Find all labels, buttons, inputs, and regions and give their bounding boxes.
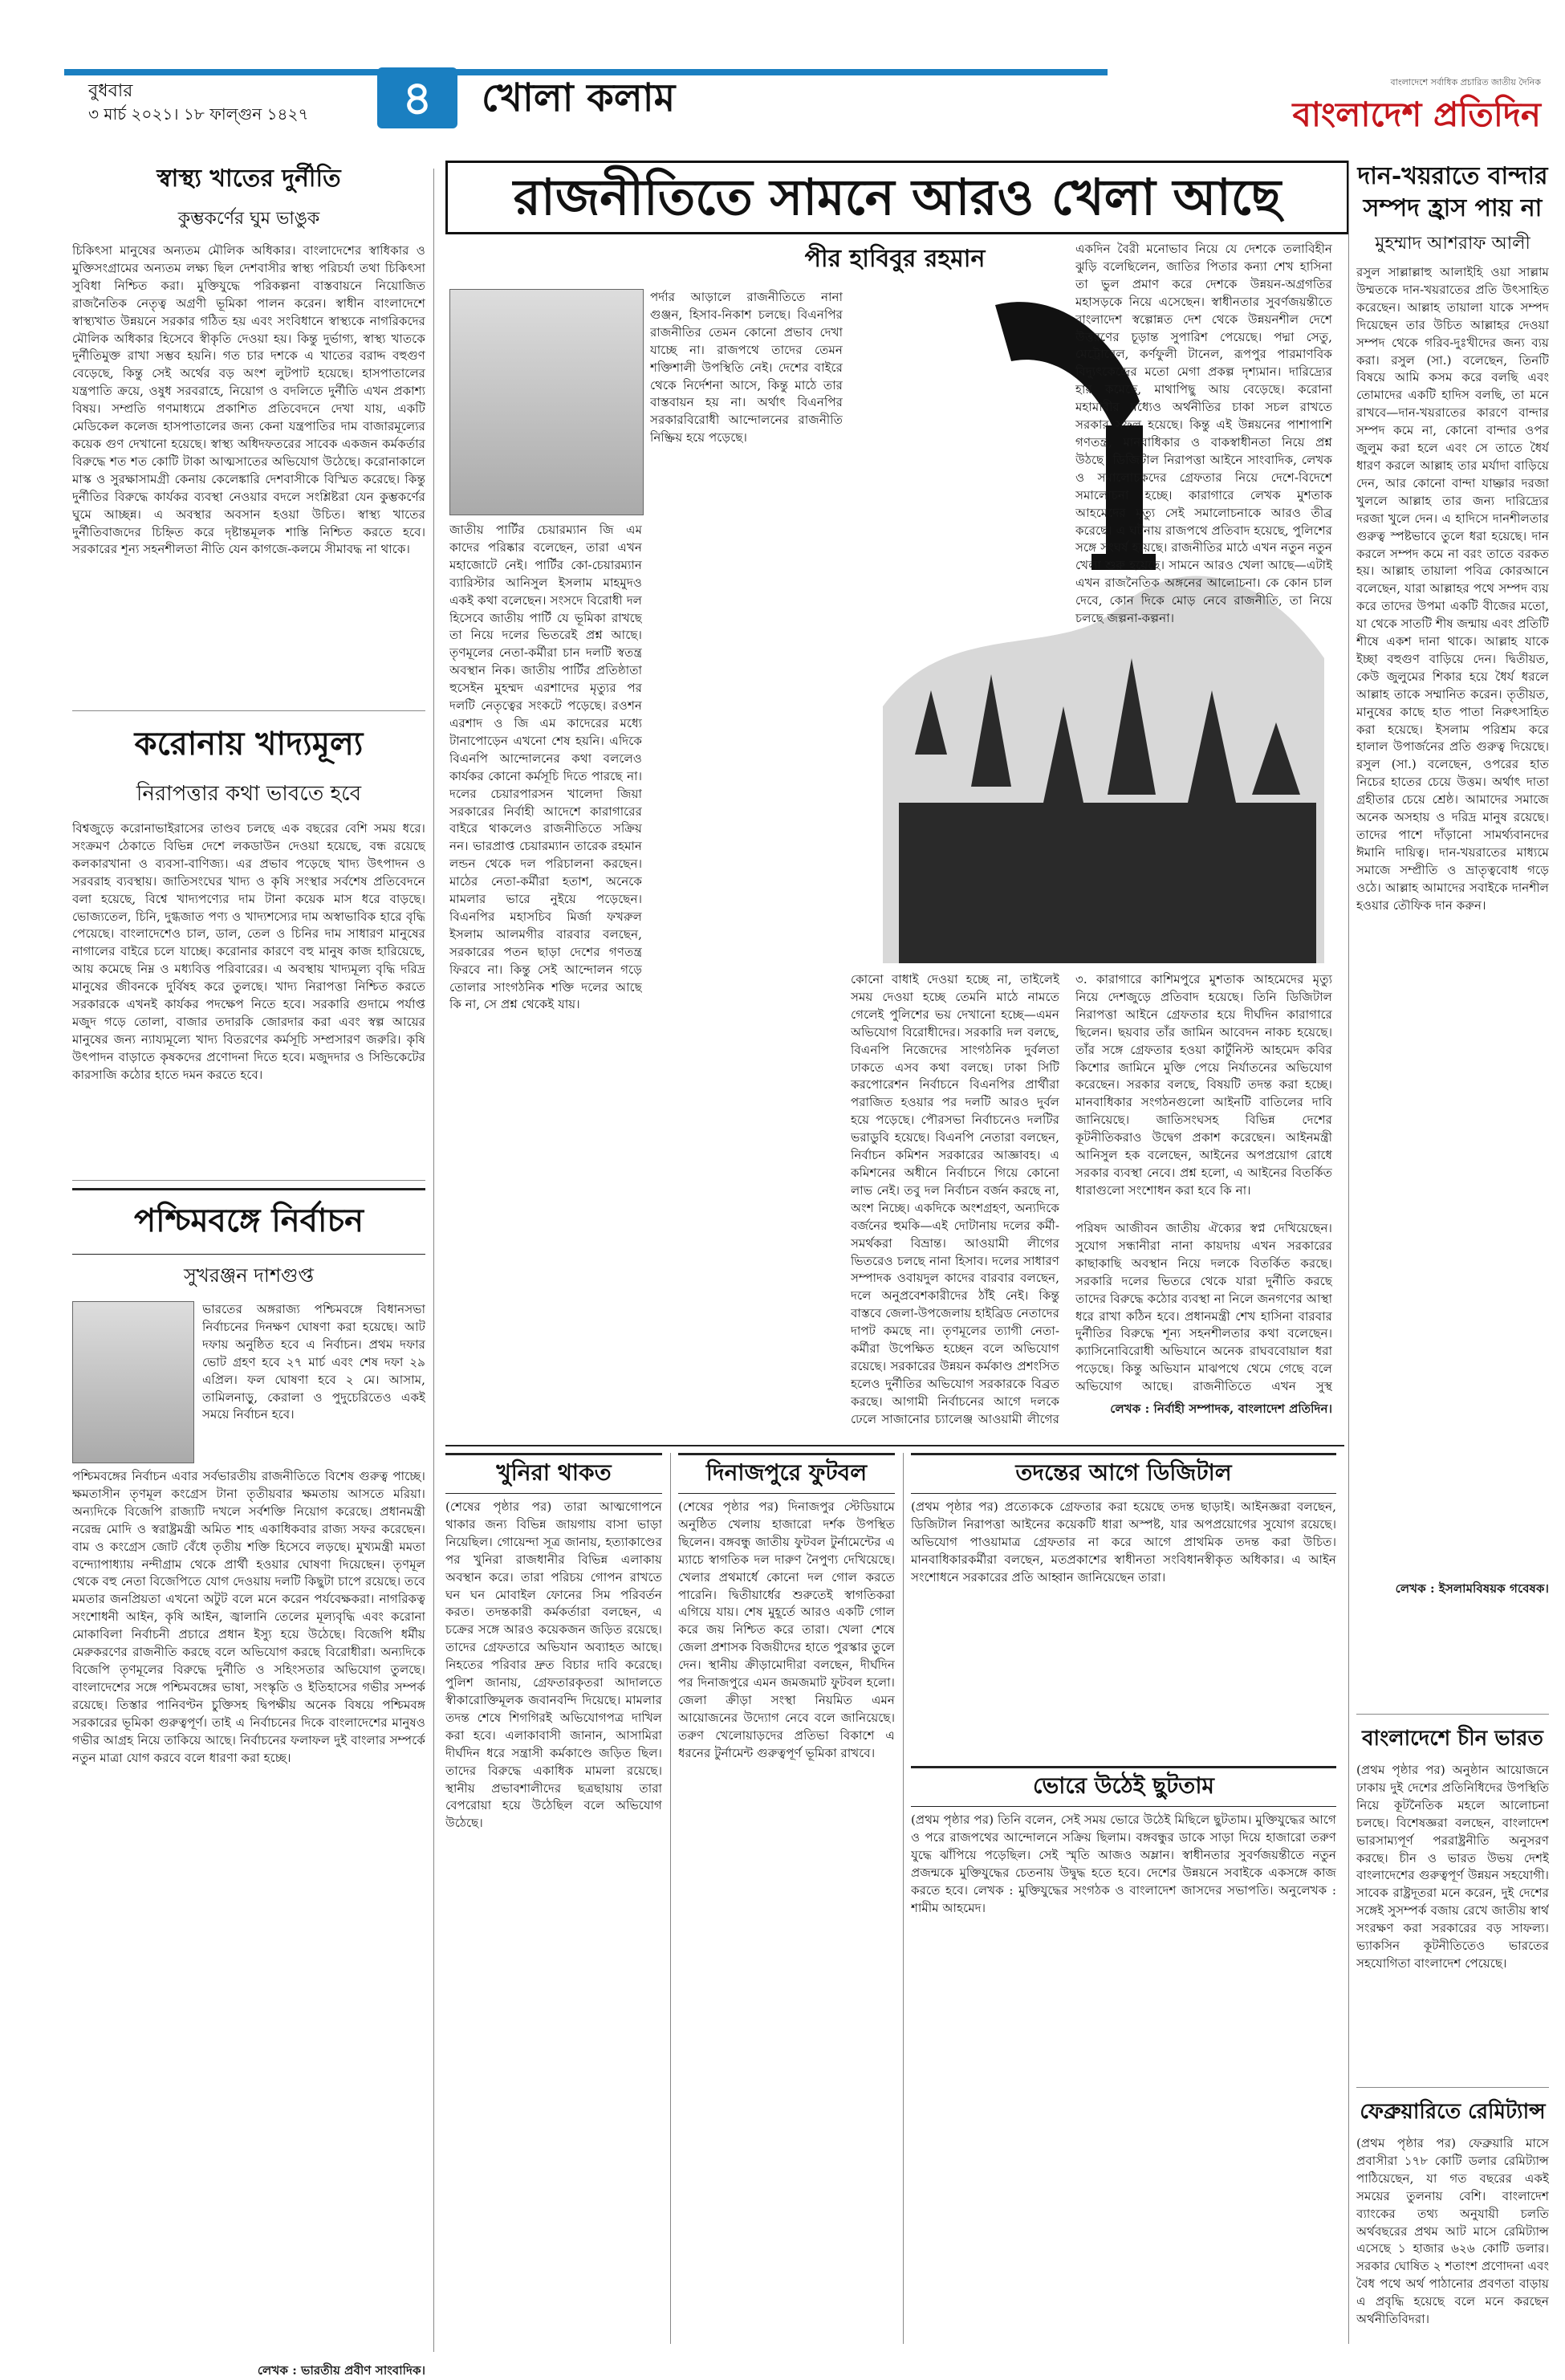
masthead-date: ৩ মার্চ ২০২১। ১৮ ফাল্গুন ১৪২৭ bbox=[88, 104, 309, 124]
masthead-day: বুধবার bbox=[88, 81, 133, 101]
right-3-title: ফেব্রুয়ারিতে রেমিট্যান্স bbox=[1360, 2100, 1546, 2124]
main-column-a: জাতীয় পার্টির চেয়ারম্যান জি এম কাদের পরিষ্কার বলেছেন, তারা এখন মহাজোটে নেই। পার্টির কো-চেয়ারম্যান ব্যারিস্টার আনিসুল ইসলাম মাহমুদও একই কথা বলেছেন। সংসদে বিরোধী দল হিসেবে জাতীয় পার্টি যে ভূমিকা রাখছে তা নিয়ে দলের ভিতরেই প্রশ্ন আছে। তৃণমূলের নেতা-কর্মীরা চান দলটি স্বতন্ত্র অবস্থান নিক। জাতীয় পার্টির প্রতিষ্ঠাতা হুসেইন মুহম্মদ এরশাদের মৃত্যুর পর দলটি নেতৃত্বের সংকটে পড়েছে। রওশন এরশাদ ও জি এম কাদেরের মধ্যে টানাপোড়েন এখনো শেষ হয়নি। এদিকে বিএনপি আন্দোলনের কথা বললেও কার্যকর কোনো কর্মসূচি দিতে পারছে না। দলের চেয়ারপারসন খালেদা জিয়া সরকারের নির্বাহী আদেশে কারাগারের বাইরে থাকলেও রাজনীতিতে সক্রিয় নন। ভারপ্রাপ্ত চেয়ারম্যান তারেক রহমান লন্ডন থেকে দল পরিচালনা করছেন। মাঠের নেতা-কর্মীরা হতাশ, অনেকে মামলার ভারে নুইয়ে পড়েছেন। বিএনপির মহাসচিব মির্জা ফখরুল ইসলাম আলমগীর বারবার বলছেন, সরকারের পতন ছাড়া দেশের গণতন্ত্র ফিরবে না। কিন্তু সেই আন্দোলন গড়ে তোলার সাংগঠনিক শক্তি দলের আছে কি না, সে প্রশ্ন থেকেই যায়। bbox=[449, 523, 642, 1012]
bottom-3-body: (প্রথম পৃষ্ঠার পর) প্রত্যেককে গ্রেফতার করা হয়েছে তদন্ত ছাড়াই। আইনজ্ঞরা বলছেন, ডিজিটাল নিরাপত্তা আইনের কয়েকটি ধারা অস্পষ্ট, যার অপপ্রয়োগের সুযোগ রয়েছে। অভিযোগ পাওয়ামাত্র গ্রেফতার না করে আগে প্রাথমিক তদন্ত করা উচিত। মানবাধিকারকর্মীরা বলছেন, মতপ্রকাশের স্বাধীনতা সংবিধানস্বীকৃত অধিকার। এ আইন সংশোধনে সরকারের প্রতি আহ্বান জানিয়েছেন তারা। bbox=[911, 1499, 1336, 1585]
page-number: ৪ bbox=[402, 71, 433, 125]
bottom-4-title: ভোরে উঠেই ছুটতাম bbox=[911, 1766, 1336, 1807]
main-author: পীর হাবিবুর রহমান bbox=[804, 245, 986, 273]
left-divider-2 bbox=[72, 1180, 425, 1181]
right-column-divider bbox=[1348, 161, 1349, 2344]
bottom-section-divider bbox=[445, 1445, 1344, 1446]
bottom-3-title: তদন্তের আগে ডিজিটাল bbox=[911, 1453, 1336, 1494]
left-editorial-1 bbox=[72, 153, 425, 708]
main-headline-box bbox=[445, 161, 1349, 234]
right-2-title: বাংলাদেশে চীন ভারত bbox=[1362, 1727, 1543, 1751]
right-divider-2 bbox=[1356, 2087, 1549, 2088]
main-column-c2: ৩. কারাগারে কাশিমপুরে মুশতাক আহমেদের মৃত্যু নিয়ে দেশজুড়ে প্রতিবাদ হয়েছে। তিনি ডিজিটাল নিরাপত্তা আইনে গ্রেফতার হয়ে দীর্ঘদিন কারাগারে ছিলেন। ছয়বার তাঁর জামিন আবেদন নাকচ হয়েছে। তাঁর সঙ্গে গ্রেফতার হওয়া কার্টুনিস্ট আহমেদ কবির কিশোর জামিনে মুক্তি পেয়ে নির্যাতনের অভিযোগ করেছেন। সরকার বলছে, বিষয়টি তদন্ত করা হচ্ছে। মানবাধিকার সংগঠনগুলো আইনটি বাতিলের দাবি জানিয়েছে। জাতিসংঘসহ বিভিন্ন দেশের কূটনীতিকরাও উদ্বেগ প্রকাশ করেছেন। আইনমন্ত্রী আনিসুল হক বলেছেন, আইনের অপপ্রয়োগ রোধে সরকার ব্যবস্থা নেবে। প্রশ্ন হলো, এ আইনের বিতর্কিত ধারাগুলো সংশোধন করা হবে কি না। bbox=[1075, 972, 1332, 1198]
article-3-author-note: লেখক : ভারতীয় প্রবীণ সাংবাদিক। bbox=[257, 2363, 425, 2378]
right-article-1 bbox=[1356, 161, 1549, 1598]
author-photo bbox=[72, 1301, 194, 1463]
bottom-story-3 bbox=[911, 1453, 1336, 1780]
editorial-1-subtitle: কুম্ভকর্ণের ঘুম ভাঙুক bbox=[177, 209, 320, 229]
bottom-2-body: (শেষের পৃষ্ঠার পর) দিনাজপুর স্টেডিয়ামে অনুষ্ঠিত খেলায় হাজারো দর্শক উপস্থিত ছিলেন। বঙ্গবন্ধু জাতীয় ফুটবল টুর্নামেন্টের এ ম্যাচে স্বাগতিক দল দারুণ নৈপুণ্য দেখিয়েছে। খেলার প্রথমার্ধে কোনো দল গোল করতে পারেনি। দ্বিতীয়ার্ধের শুরুতেই স্বাগতিকরা এগিয়ে যায়। শেষ মুহূর্তে আরও একটি গোল করে জয় নিশ্চিত করে তারা। খেলা শেষে জেলা প্রশাসক বিজয়ীদের হাতে পুরস্কার তুলে দেন। স্থানীয় ক্রীড়ামোদীরা বলছেন, দীর্ঘদিন পর দিনাজপুরে এমন জমজমাট ফুটবল হলো। জেলা ক্রীড়া সংস্থা নিয়মিত এমন আয়োজনের উদ্যোগ নেবে বলে জানিয়েছে। তরুণ খেলোয়াড়দের প্রতিভা বিকাশে এ ধরনের টুর্নামেন্ট গুরুত্বপূর্ণ ভূমিকা রাখবে। bbox=[678, 1499, 895, 1760]
left-divider-1 bbox=[72, 710, 425, 711]
main-author-note: লেখক : নির্বাহী সম্পাদক, বাংলাদেশ প্রতিদিন। bbox=[1110, 1402, 1332, 1416]
bottom-divider-2 bbox=[903, 1453, 904, 2344]
main-author-photo bbox=[449, 289, 642, 514]
masthead bbox=[0, 0, 1565, 153]
right-divider-1 bbox=[1356, 1714, 1549, 1715]
newspaper-tagline: বাংলাদেশে সর্বাধিক প্রচারিত জাতীয় দৈনিক bbox=[1390, 77, 1541, 87]
bottom-1-body: (শেষের পৃষ্ঠার পর) তারা আত্মগোপনে থাকার জন্য বিভিন্ন জায়গায় বাসা ভাড়া নিয়েছিল। গোয়েন্দা সূত্র জানায়, হত্যাকাণ্ডের পর খুনিরা রাজধানীর বিভিন্ন এলাকায় অবস্থান করে। তারা পরিচয় গোপন রাখতে ঘন ঘন মোবাইল ফোনের সিম পরিবর্তন করত। তদন্তকারী কর্মকর্তারা বলছেন, এ চক্রের সঙ্গে আরও কয়েকজন জড়িত রয়েছে। তাদের গ্রেফতারে অভিযান অব্যাহত আছে। নিহতের পরিবার দ্রুত বিচার দাবি করেছে। পুলিশ জানায়, গ্রেফতারকৃতরা আদালতে স্বীকারোক্তিমূলক জবানবন্দি দিয়েছে। মামলার তদন্ত শেষে শিগগিরই অভিযোগপত্র দাখিল করা হবে। এলাকাবাসী জানান, আসামিরা দীর্ঘদিন ধরে সন্ত্রাসী কর্মকাণ্ডে জড়িত ছিল। তাদের বিরুদ্ধে একাধিক মামলা রয়েছে। স্থানীয় প্রভাবশালীদের ছত্রছায়ায় তারা বেপরোয়া হয়ে উঠেছিল বলে অভিযোগ উঠেছে। bbox=[445, 1499, 662, 1831]
article-3-title: পশ্চিমবঙ্গে নির্বাচন bbox=[72, 1188, 425, 1255]
article-3-lead: ভারতের অঙ্গরাজ্য পশ্চিমবঙ্গে বিধানসভা নির্বাচনের দিনক্ষণ ঘোষণা করা হয়েছে। আট দফায় অনুষ্ঠিত হবে এ নির্বাচন। প্রথম দফার ভোট গ্রহণ হবে ২৭ মার্চ এবং শেষ দফা ২৯ এপ্রিল। ফল ঘোষণা হবে ২ মে। আসাম, তামিলনাড়ু, কেরালা ও পুদুচেরিতেও একই সময়ে নির্বাচন হবে। bbox=[202, 1302, 425, 1422]
page-number-box bbox=[377, 67, 457, 128]
left-editorial-2 bbox=[72, 718, 425, 1206]
newspaper-logo: বাংলাদেশ প্রতিদিন bbox=[1292, 95, 1541, 134]
section-name: খোলা কলাম bbox=[482, 75, 676, 120]
bottom-2-title: দিনাজপুরে ফুটবল bbox=[678, 1453, 895, 1494]
right-article-2 bbox=[1356, 1722, 1549, 2091]
bottom-story-4 bbox=[911, 1766, 1336, 2366]
main-column-b: কোনো বাধাই দেওয়া হচ্ছে না, তাইলেই সময় দেওয়া হচ্ছে তেমনি মাঠে নামতে গেলেই পুলিশের ভয় দেখানো হচ্ছে—এমন অভিযোগ বিরোধীদের। সরকারি দল বলছে, বিএনপি নিজেদের সাংগঠনিক দুর্বলতা ঢাকতে এসব কথা বলছে। ঢাকা সিটি করপোরেশন নির্বাচনে বিএনপির প্রার্থীরা পরাজিত হওয়ার পর দলটি আরও দুর্বল হয়ে পড়েছে। পৌরসভা নির্বাচনেও দলটির ভরাডুবি হয়েছে। বিএনপি নেতারা বলছেন, নির্বাচন কমিশন সরকারের আজ্ঞাবহ। এ কমিশনের অধীনে নির্বাচনে গিয়ে কোনো লাভ নেই। তবু দল নির্বাচন বর্জন করছে না, অংশ নিচ্ছে। একদিকে অংশগ্রহণ, অন্যদিকে বর্জনের হুমকি—এই দোটানায় দলের কর্মী-সমর্থকরা বিভ্রান্ত। আওয়ামী লীগের ভিতরেও চলছে নানা হিসাব। দলের সাধারণ সম্পাদক ওবায়দুল কাদের বারবার বলছেন, দলে অনুপ্রবেশকারীদের ঠাঁই নেই। কিন্তু বাস্তবে জেলা-উপজেলায় হাইব্রিড নেতাদের দাপট কমছে না। তৃণমূলের ত্যাগী নেতা-কর্মীরা উপেক্ষিত হচ্ছেন বলে অভিযোগ রয়েছে। সরকারের উন্নয়ন কর্মকাণ্ড প্রশংসিত হলেও দুর্নীতির অভিযোগ সরকারকে বিব্রত করছে। আগামী নির্বাচনের আগে দলকে ঢেলে সাজানোর চ্যালেঞ্জ আওয়ামী লীগের bbox=[851, 972, 1059, 1426]
main-column-d: পরিষদ আজীবন জাতীয় ঐক্যের স্বপ্ন দেখিয়েছেন। সুযোগ সন্ধানীরা নানা কায়দায় এখন সরকারের কাছাকাছি অবস্থান নিয়ে দলকে বিতর্কিত করছে। সরকারি দলের ভিতরে থেকে যারা দুর্নীতি করছে তাদের বিরুদ্ধে কঠোর ব্যবস্থা না নিলে জনগণের আস্থা ধরে রাখা কঠিন হবে। প্রধানমন্ত্রী শেখ হাসিনা বারবার দুর্নীতির বিরুদ্ধে শূন্য সহনশীলতার কথা বলেছেন। ক্যাসিনোবিরোধী অভিযানে অনেক রাঘববোয়াল ধরা পড়েছে। কিন্তু অভিযান মাঝপথে থেমে গেছে বলে অভিযোগ আছে। রাজনীতিতে এখন সুস্থ bbox=[1075, 1221, 1332, 1394]
article-3-body: পশ্চিমবঙ্গের নির্বাচন এবার সর্বভারতীয় রাজনীতিতে বিশেষ গুরুত্ব পাচ্ছে। ক্ষমতাসীন তৃণমূল কংগ্রেস টানা তৃতীয়বার ক্ষমতায় আসতে মরিয়া। অন্যদিকে বিজেপি রাজ্যটি দখলে সর্বশক্তি নিয়োগ করেছে। প্রধানমন্ত্রী নরেন্দ্র মোদি ও স্বরাষ্ট্রমন্ত্রী অমিত শাহ একাধিকবার রাজ্য সফর করেছেন। বাম ও কংগ্রেস জোট বেঁধে তৃতীয় শক্তি হিসেবে লড়ছে। মুখ্যমন্ত্রী মমতা বন্দ্যোপাধ্যায় নন্দীগ্রাম থেকে প্রার্থী হওয়ার ঘোষণা দিয়েছেন। তৃণমূল থেকে বহু নেতা বিজেপিতে যোগ দেওয়ায় দলটি কিছুটা চাপে রয়েছে। তবে মমতার জনপ্রিয়তা এখনো অটুট বলে মনে করেন পর্যবেক্ষকরা। নাগরিকত্ব সংশোধনী আইন, কৃষি আইন, জ্বালানি তেলের মূল্যবৃদ্ধি এবং করোনা মোকাবিলা নির্বাচনী প্রচারে প্রধান ইস্যু হয়ে উঠেছে। বিজেপি ধর্মীয় মেরুকরণের রাজনীতি করছে বলে অভিযোগ করছে বিরোধীরা। অন্যদিকে বিজেপি তৃণমূলের বিরুদ্ধে দুর্নীতি ও সহিংসতার অভিযোগ তুলছে। বাংলাদেশের সঙ্গে পশ্চিমবঙ্গের ভাষা, সংস্কৃতি ও ইতিহাসের গভীর সম্পর্ক রয়েছে। তিস্তার পানিবণ্টন চুক্তিসহ দ্বিপক্ষীয় অনেক বিষয়ে পশ্চিমবঙ্গ সরকারের ভূমিকা গুরুত্বপূর্ণ। তাই এ নির্বাচনের দিকে বাংলাদেশের মানুষও গভীর আগ্রহ নিয়ে তাকিয়ে আছে। নির্বাচনের ফলাফল দুই বাংলার সম্পর্কে নতুন মাত্রা যোগ করবে বলে ধারণা করা হচ্ছে। bbox=[72, 1469, 425, 1765]
editorial-1-body: চিকিৎসা মানুষের অন্যতম মৌলিক অধিকার। বাংলাদেশের স্বাধিকার ও মুক্তিসংগ্রামের অন্যতম লক্ষ্য ছিল দেশবাসীর স্বাস্থ্য পরিচর্যা তথা চিকিৎসা সুবিধা নিশ্চিত করা। মুক্তিযুদ্ধে পরিকল্পনা বাস্তবায়নে নিয়োজিত রাজনৈতিক নেতৃত্ব অগ্রণী ভূমিকা পালন করেন। স্বাধীন বাংলাদেশে স্বাস্থ্যখাত উন্নয়নে সরকার গঠিত হয় এবং সংবিধানে স্বাস্থ্যকে নাগরিকদের মৌলিক অধিকার হিসেবে স্বীকৃতি দেওয়া হয়। কিন্তু দুর্ভাগ্য, স্বাস্থ্য খাতকে দুর্নীতিমুক্ত রাখা সম্ভব হয়নি। গত চার দশকে এ খাতের বরাদ্দ বহুগুণ বেড়েছে, কিন্তু সেই অর্থের বড় অংশ লুটপাট হয়েছে। হাসপাতালের যন্ত্রপাতি ক্রয়ে, ওষুধ সরবরাহে, নিয়োগ ও বদলিতে দুর্নীতি এখন প্রকাশ্য বিষয়। সম্প্রতি গণমাধ্যমে প্রকাশিত প্রতিবেদনে দেখা যায়, একটি মেডিকেল কলেজ হাসপাতালের জন্য কেনা যন্ত্রপাতির দাম বাজারমূল্যের কয়েক গুণ দেখানো হয়েছে। স্বাস্থ্য অধিদফতরের সাবেক একজন কর্মকর্তার বিরুদ্ধে শত শত কোটি টাকা আত্মসাতের অভিযোগ উঠেছে। করোনাকালে মাস্ক ও সুরক্ষাসামগ্রী কেনায় কেলেঙ্কারি দেশবাসীকে বিস্মিত করেছে। কিন্তু দুর্নীতির বিরুদ্ধে কার্যকর ব্যবস্থা নেওয়ার বদলে সংশ্লিষ্টরা যেন কুম্ভকর্ণের ঘুমে আচ্ছন্ন। এ অবস্থার অবসান হওয়া উচিত। স্বাস্থ্য খাতের দুর্নীতিবাজদের চিহ্নিত করে দৃষ্টান্তমূলক শাস্তি নিশ্চিত করতে হবে। সরকারের শূন্য সহনশীলতা নীতি যেন কাগজে-কলমে সীমাবদ্ধ না থাকে। bbox=[72, 243, 425, 557]
bottom-4-body: (প্রথম পৃষ্ঠার পর) তিনি বলেন, সেই সময় ভোরে উঠেই মিছিলে ছুটতাম। মুক্তিযুদ্ধের আগে ও পরে রাজপথের আন্দোলনে সক্রিয় ছিলাম। বঙ্গবন্ধুর ডাকে সাড়া দিয়ে হাজারো তরুণ যুদ্ধে ঝাঁপিয়ে পড়েছিল। সেই স্মৃতি আজও অম্লান। স্বাধীনতার সুবর্ণজয়ন্তীতে নতুন প্রজন্মকে মুক্তিযুদ্ধের চেতনায় উদ্বুদ্ধ হতে হবে। দেশের উন্নয়নে সবাইকে একসঙ্গে কাজ করতে হবে। লেখক : মুক্তিযুদ্ধের সংগঠক ও বাংলাদেশ জাসদের সভাপতি। অনুলেখক : শামীম আহমেদ। bbox=[911, 1812, 1336, 1915]
main-column-c: একদিন বৈরী মনোভাব নিয়ে যে দেশকে তলাবিহীন ঝুড়ি বলেছিলেন, জাতির পিতার কন্যা শেখ হাসিনা তা ভুল প্রমাণ করে দেশকে উন্নয়ন-অগ্রগতির মহাসড়কে নিয়ে এসেছেন। স্বাধীনতার সুবর্ণজয়ন্তীতে বাংলাদেশ স্বল্পোন্নত দেশ থেকে উন্নয়নশীল দেশে উত্তরণের চূড়ান্ত সুপারিশ পেয়েছে। পদ্মা সেতু, মেট্রোরেল, কর্ণফুলী টানেল, রূপপুর পারমাণবিক বিদ্যুৎকেন্দ্রের মতো মেগা প্রকল্প দৃশ্যমান। দারিদ্র্যের হার কমেছে, মাথাপিছু আয় বেড়েছে। করোনা মহামারীর মধ্যেও অর্থনীতির চাকা সচল রাখতে সরকার সফল হয়েছে। কিন্তু এই উন্নয়নের পাশাপাশি গণতন্ত্র, মানবাধিকার ও বাকস্বাধীনতা নিয়ে প্রশ্ন উঠছে। ডিজিটাল নিরাপত্তা আইনে সাংবাদিক, লেখক ও সমালোচকদের গ্রেফতার নিয়ে দেশে-বিদেশে সমালোচনা হচ্ছে। কারাগারে লেখক মুশতাক আহমেদের মৃত্যু সেই সমালোচনাকে আরও তীব্র করেছে। এ ঘটনায় রাজপথে প্রতিবাদ হয়েছে, পুলিশের সঙ্গে সংঘর্ষ হয়েছে। রাজনীতির মাঠে এখন নতুন নতুন খেলা শুরু হয়েছে। সামনে আরও খেলা আছে—এটাই এখন রাজনৈতিক অঙ্গনের আলোচনা। কে কোন চাল দেবে, কোন দিকে মোড় নেবে রাজনীতি, তা নিয়ে চলছে জল্পনা-কল্পনা। bbox=[1075, 242, 1332, 626]
editorial-2-body: বিশ্বজুড়ে করোনাভাইরাসের তাণ্ডব চলছে এক বছরের বেশি সময় ধরে। সংক্রমণ ঠেকাতে বিভিন্ন দেশে লকডাউন দেওয়া হয়েছে, বন্ধ রয়েছে কলকারখানা ও ব্যবসা-বাণিজ্য। এর প্রভাব পড়েছে খাদ্য উৎপাদন ও সরবরাহ ব্যবস্থায়। জাতিসংঘের খাদ্য ও কৃষি সংস্থার সর্বশেষ প্রতিবেদনে বলা হয়েছে, বিশ্বে খাদ্যপণ্যের দাম টানা কয়েক মাস ধরে বাড়ছে। ভোজ্যতেল, চিনি, দুগ্ধজাত পণ্য ও খাদ্যশস্যের দাম অস্বাভাবিক হারে বৃদ্ধি পেয়েছে। বাংলাদেশেও চাল, ডাল, তেল ও চিনির দাম সাধারণ মানুষের নাগালের বাইরে চলে যাচ্ছে। করোনার কারণে বহু মানুষ কাজ হারিয়েছে, আয় কমেছে নিম্ন ও মধ্যবিত্ত পরিবারের। এ অবস্থায় খাদ্যমূল্য বৃদ্ধি দরিদ্র মানুষের জীবনকে দুর্বিষহ করে তুলছে। খাদ্য নিরাপত্তা নিশ্চিত করতে সরকারকে এখনই কার্যকর পদক্ষেপ নিতে হবে। সরকারি গুদামে পর্যাপ্ত মজুদ গড়ে তোলা, বাজার তদারকি জোরদার করা এবং স্বল্প আয়ের মানুষের জন্য ন্যায্যমূল্যে খাদ্য বিতরণের কর্মসূচি সম্প্রসারণ জরুরি। কৃষি উৎপাদন বাড়াতে কৃষকদের প্রণোদনা দিতে হবে। মজুদদার ও সিন্ডিকেটের কারসাজি কঠোর হাতে দমন করতে হবে। bbox=[72, 821, 425, 1082]
main-headline: রাজনীতিতে সামনে আরও খেলা আছে bbox=[513, 168, 1282, 226]
bottom-story-1 bbox=[445, 1453, 662, 2374]
right-2-body: (প্রথম পৃষ্ঠার পর) অনুষ্ঠান আয়োজনে ঢাকায় দুই দেশের প্রতিনিধিদের উপস্থিতি নিয়ে কূটনৈতিক মহলে আলোচনা চলছে। বিশেষজ্ঞরা বলছেন, বাংলাদেশ ভারসাম্যপূর্ণ পররাষ্ট্রনীতি অনুসরণ করছে। চীন ও ভারত উভয় দেশই বাংলাদেশের গুরুত্বপূর্ণ উন্নয়ন সহযোগী। সাবেক রাষ্ট্রদূতরা মনে করেন, দুই দেশের সঙ্গেই সুসম্পর্ক বজায় রেখে জাতীয় স্বার্থ সংরক্ষণ করা সরকারের বড় সাফল্য। ভ্যাকসিন কূটনীতিতেও ভারতের সহযোগিতা বাংলাদেশ পেয়েছে। bbox=[1356, 1763, 1549, 1971]
article-3-author: সুখরঞ্জন দাশগুপ্ত bbox=[183, 1264, 315, 1287]
bottom-story-2 bbox=[678, 1453, 895, 2374]
editorial-2-subtitle: নিরাপত্তার কথা ভাবতে হবে bbox=[136, 782, 362, 806]
editorial-2-title: করোনায় খাদ্যমূল্য bbox=[134, 725, 364, 763]
right-1-body: রসুল সাল্লাল্লাহু আলাইহি ওয়া সাল্লাম উম্মতকে দান-খয়রাতের প্রতি উৎসাহিত করেছেন। আল্লাহ তায়ালা যাকে সম্পদ দিয়েছেন তার উচিত আল্লাহর দেওয়া সম্পদ থেকে গরিব-দুঃখীদের জন্য ব্যয় করা। রসুল (সা.) বলেছেন, তিনটি বিষয়ে আমি কসম করে বলছি এবং তোমাদের একটি হাদিস বলছি, তা মনে রাখবে—দান-খয়রাতের কারণে বান্দার সম্পদ কমে না, কোনো বান্দার ওপর জুলুম করা হলে এবং সে তাতে ধৈর্য ধারণ করলে আল্লাহ তার মর্যাদা বাড়িয়ে দেন, আর কোনো বান্দা যাচ্ঞার দরজা খুললে আল্লাহ তার জন্য দারিদ্র্যের দরজা খুলে দেন। এ হাদিসে দানশীলতার গুরুত্ব স্পষ্টভাবে তুলে ধরা হয়েছে। দান করলে সম্পদ কমে না বরং তাতে বরকত হয়। আল্লাহ তায়ালা পবিত্র কোরআনে বলেছেন, যারা আল্লাহর পথে সম্পদ ব্যয় করে তাদের উপমা একটি বীজের মতো, যা থেকে সাতটি শীষ জন্মায় এবং প্রতিটি শীষে একশ দানা থাকে। আল্লাহ যাকে ইচ্ছা বহুগুণ বাড়িয়ে দেন। দ্বিতীয়ত, কেউ জুলুমের শিকার হয়ে ধৈর্য ধরলে আল্লাহ তাকে সম্মানিত করেন। তৃতীয়ত, মানুষের কাছে হাত পাতা নিরুৎসাহিত করা হয়েছে। ইসলাম পরিশ্রম করে হালাল উপার্জনের প্রতি গুরুত্ব দিয়েছে। রসুল (সা.) বলেছেন, ওপরের হাত নিচের হাতের চেয়ে উত্তম। অর্থাৎ দাতা গ্রহীতার চেয়ে শ্রেষ্ঠ। আমাদের সমাজে অনেক অসহায় ও দরিদ্র মানুষ রয়েছে। তাদের পাশে দাঁড়ানো সামর্থ্যবানদের ঈমানি দায়িত্ব। দান-খয়রাতের মাধ্যমে সমাজে সম্প্রীতি ও ভ্রাতৃত্ববোধ গড়ে ওঠে। আল্লাহ আমাদের সবাইকে দানশীল হওয়ার তৌফিক দান করুন। bbox=[1356, 265, 1549, 913]
left-column-divider bbox=[433, 169, 434, 2352]
bottom-divider-1 bbox=[670, 1453, 671, 2344]
main-intro-text: পর্দার আড়ালে রাজনীতিতে নানা গুঞ্জন, হিসাব-নিকাশ চলছে। বিএনপির রাজনীতির তেমন কোনো প্রভাব দেখা যাচ্ছে না। রাজপথে তাদের তেমন শক্তিশালী উপস্থিতি নেই। দেশের বাইরে থেকে নির্দেশনা আসে, কিন্তু মাঠে তার বাস্তবায়ন হয় না। অর্থাৎ বিএনপির সরকারবিরোধী আন্দোলনের রাজনীতি নিষ্ক্রিয় হয়ে পড়েছে। bbox=[650, 290, 843, 445]
right-1-title: দান-খয়রাতে বান্দার সম্পদ হ্রাস পায় না bbox=[1357, 162, 1548, 222]
right-3-body: (প্রথম পৃষ্ঠার পর) ফেব্রুয়ারি মাসে প্রবাসীরা ১৭৮ কোটি ডলার রেমিট্যান্স পাঠিয়েছেন, যা গত বছরের একই সময়ের তুলনায় বেশি। বাংলাদেশ ব্যাংকের তথ্য অনুযায়ী চলতি অর্থবছরের প্রথম আট মাসে রেমিট্যান্স এসেছে ১ হাজার ৬২৬ কোটি ডলার। সরকার ঘোষিত ২ শতাংশ প্রণোদনা এবং বৈধ পথে অর্থ পাঠানোর প্রবণতা বাড়ায় এ প্রবৃদ্ধি হয়েছে বলে মনে করছেন অর্থনীতিবিদরা। bbox=[1356, 2136, 1549, 2327]
main-column-a2 bbox=[650, 698, 843, 1429]
main-intro bbox=[650, 289, 843, 690]
bottom-1-title: খুনিরা থাকত bbox=[445, 1453, 662, 1494]
right-1-author-note: লেখক : ইসলামবিষয়ক গবেষক। bbox=[1395, 1581, 1549, 1596]
left-article-3 bbox=[72, 1188, 425, 2380]
right-1-author: মুহম্মাদ আশরাফ আলী bbox=[1375, 234, 1530, 254]
right-article-3 bbox=[1356, 2095, 1549, 2368]
editorial-1-title: স্বাস্থ্য খাতের দুর্নীতি bbox=[156, 165, 341, 193]
